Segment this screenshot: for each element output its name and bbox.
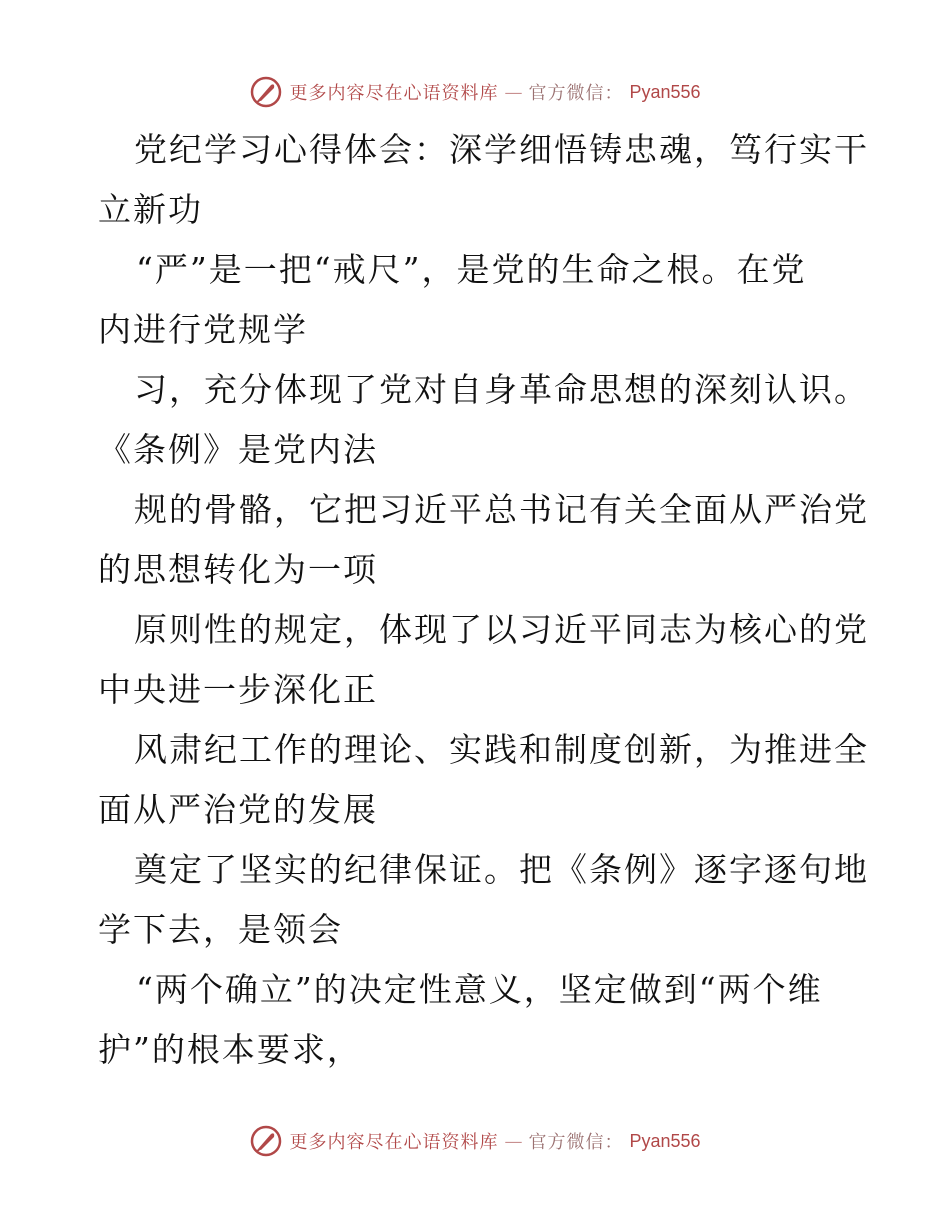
document-body <box>98 120 869 1080</box>
header-wechat-label: 官方微信： <box>528 83 624 104</box>
doc-line: 原则性的规定，体现了以习近平同志为核心的党 <box>134 610 869 649</box>
quill-pen-logo-icon <box>249 75 283 109</box>
quill-pen-logo-icon <box>249 1124 283 1158</box>
doc-line: 奠定了坚实的纪律保证。把《条例》逐字逐句地 <box>134 850 869 889</box>
doc-line: “严”是一把“戒尺”，是党的生命之根。在党 <box>136 250 807 289</box>
doc-line: 《条例》是党内法 <box>98 430 378 469</box>
doc-line: 护”的根本要求， <box>98 1030 362 1069</box>
footer-site-name: 更多内容尽在心语资料库 <box>289 1132 499 1153</box>
doc-line: 党纪学习心得体会：深学细悟铸忠魂，笃行实干 <box>134 130 869 169</box>
header-dash: — <box>504 81 523 103</box>
doc-line: 立新功 <box>98 190 203 229</box>
doc-line: 中央进一步深化正 <box>98 670 378 709</box>
doc-line: 习，充分体现了党对自身革命思想的深刻认识。 <box>134 370 869 409</box>
footer-banner <box>0 1121 950 1161</box>
footer-wechat-id: Pyan556 <box>629 1130 701 1151</box>
header-wechat-id: Pyan556 <box>629 81 701 102</box>
header-banner <box>0 72 950 112</box>
doc-line: 面从严治党的发展 <box>98 790 378 829</box>
doc-line: 内进行党规学 <box>98 310 308 349</box>
footer-wechat-label: 官方微信： <box>528 1132 624 1153</box>
footer-dash: — <box>504 1130 523 1152</box>
doc-line: 学下去，是领会 <box>98 910 343 949</box>
doc-line: 规的骨骼，它把习近平总书记有关全面从严治党 <box>134 490 869 529</box>
doc-line: 风肃纪工作的理论、实践和制度创新，为推进全 <box>134 730 869 769</box>
doc-line: “两个确立”的决定性意义，坚定做到“两个维 <box>136 970 823 1009</box>
doc-line: 的思想转化为一项 <box>98 550 378 589</box>
header-site-name: 更多内容尽在心语资料库 <box>289 83 499 104</box>
